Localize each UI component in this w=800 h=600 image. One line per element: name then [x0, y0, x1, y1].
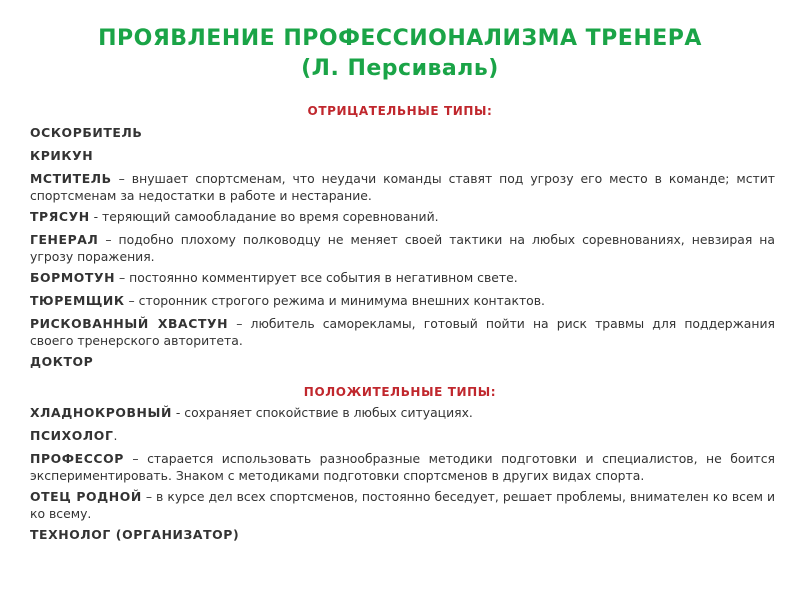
type-description: – подобно плохому полководцу не меняет своей тактики на любых соревнованиях, невзирая на угрозу поражения.: [30, 232, 775, 264]
type-term: РИСКОВАННЫЙ ХВАСТУН: [30, 316, 229, 331]
type-description: – сторонник строгого режима и минимума внешних контактов.: [124, 293, 545, 308]
list-item: [30, 231, 775, 265]
list-item: [30, 353, 775, 370]
type-term: МСТИТЕЛЬ: [30, 171, 112, 186]
type-description: – в курсе дел всех спортсменов, постоянно беседует, решает проблемы, внимателен ко всем и ко всему.: [30, 489, 775, 521]
type-term: ГЕНЕРАЛ: [30, 232, 99, 247]
list-item: [30, 427, 775, 444]
type-term: ОСКОРБИТЕЛЬ: [30, 125, 143, 140]
type-term: ПСИХОЛОГ: [30, 428, 114, 443]
type-description: – любитель саморекламы, готовый пойти на риск травмы для поддержания своего тренерского авторитета.: [30, 316, 775, 348]
type-term: БОРМОТУН: [30, 270, 116, 285]
type-term: ПРОФЕССОР: [30, 451, 124, 466]
list-item: [30, 208, 775, 225]
list-item: [30, 315, 775, 349]
list-item: [30, 488, 775, 522]
type-term: ТЕХНОЛОГ (ОРГАНИЗАТОР): [30, 527, 240, 542]
negative-types-heading: ОТРИЦАТЕЛЬНЫЕ ТИПЫ:: [307, 104, 493, 118]
type-term: ТРЯСУН: [30, 209, 90, 224]
type-description: – старается использовать разнообразные методики подготовки и специалистов, не боится экспериментировать. Знаком с методиками подготовки спортсменов в других видах спорта.: [30, 451, 775, 483]
type-term: ДОКТОР: [30, 354, 94, 369]
type-term: ТЮРЕМЩИК: [30, 293, 125, 308]
page-title: [0, 24, 800, 84]
negative-types-list: [30, 124, 775, 376]
list-item: [30, 526, 775, 543]
list-item: [30, 170, 775, 204]
type-term: КРИКУН: [30, 148, 94, 163]
title-line-2: (Л. Персиваль): [301, 56, 499, 81]
positive-types-heading: ПОЛОЖИТЕЛЬНЫЕ ТИПЫ:: [303, 385, 497, 399]
positive-types-list: [30, 404, 775, 549]
list-item: [30, 124, 775, 141]
list-item: [30, 404, 775, 421]
type-term: ХЛАДНОКРОВНЫЙ: [30, 405, 172, 420]
list-item: [30, 292, 775, 309]
type-description: – постоянно комментирует все события в негативном свете.: [115, 270, 518, 285]
title-line-1: ПРОЯВЛЕНИЕ ПРОФЕССИОНАЛИЗМА ТРЕНЕРА: [98, 26, 702, 51]
list-item: [30, 147, 775, 164]
type-description: - теряющий самообладание во время соревнований.: [89, 209, 439, 224]
type-description: - сохраняет спокойствие в любых ситуациях.: [171, 405, 473, 420]
list-item: [30, 269, 775, 286]
type-description: – внушает спортсменам, что неудачи команды ставят под угрозу его место в команде; мстит спортсменам за недостатки в работе и нестарание.: [30, 171, 775, 203]
type-description: .: [113, 428, 118, 443]
list-item: [30, 450, 775, 484]
type-term: ОТЕЦ РОДНОЙ: [30, 489, 142, 504]
